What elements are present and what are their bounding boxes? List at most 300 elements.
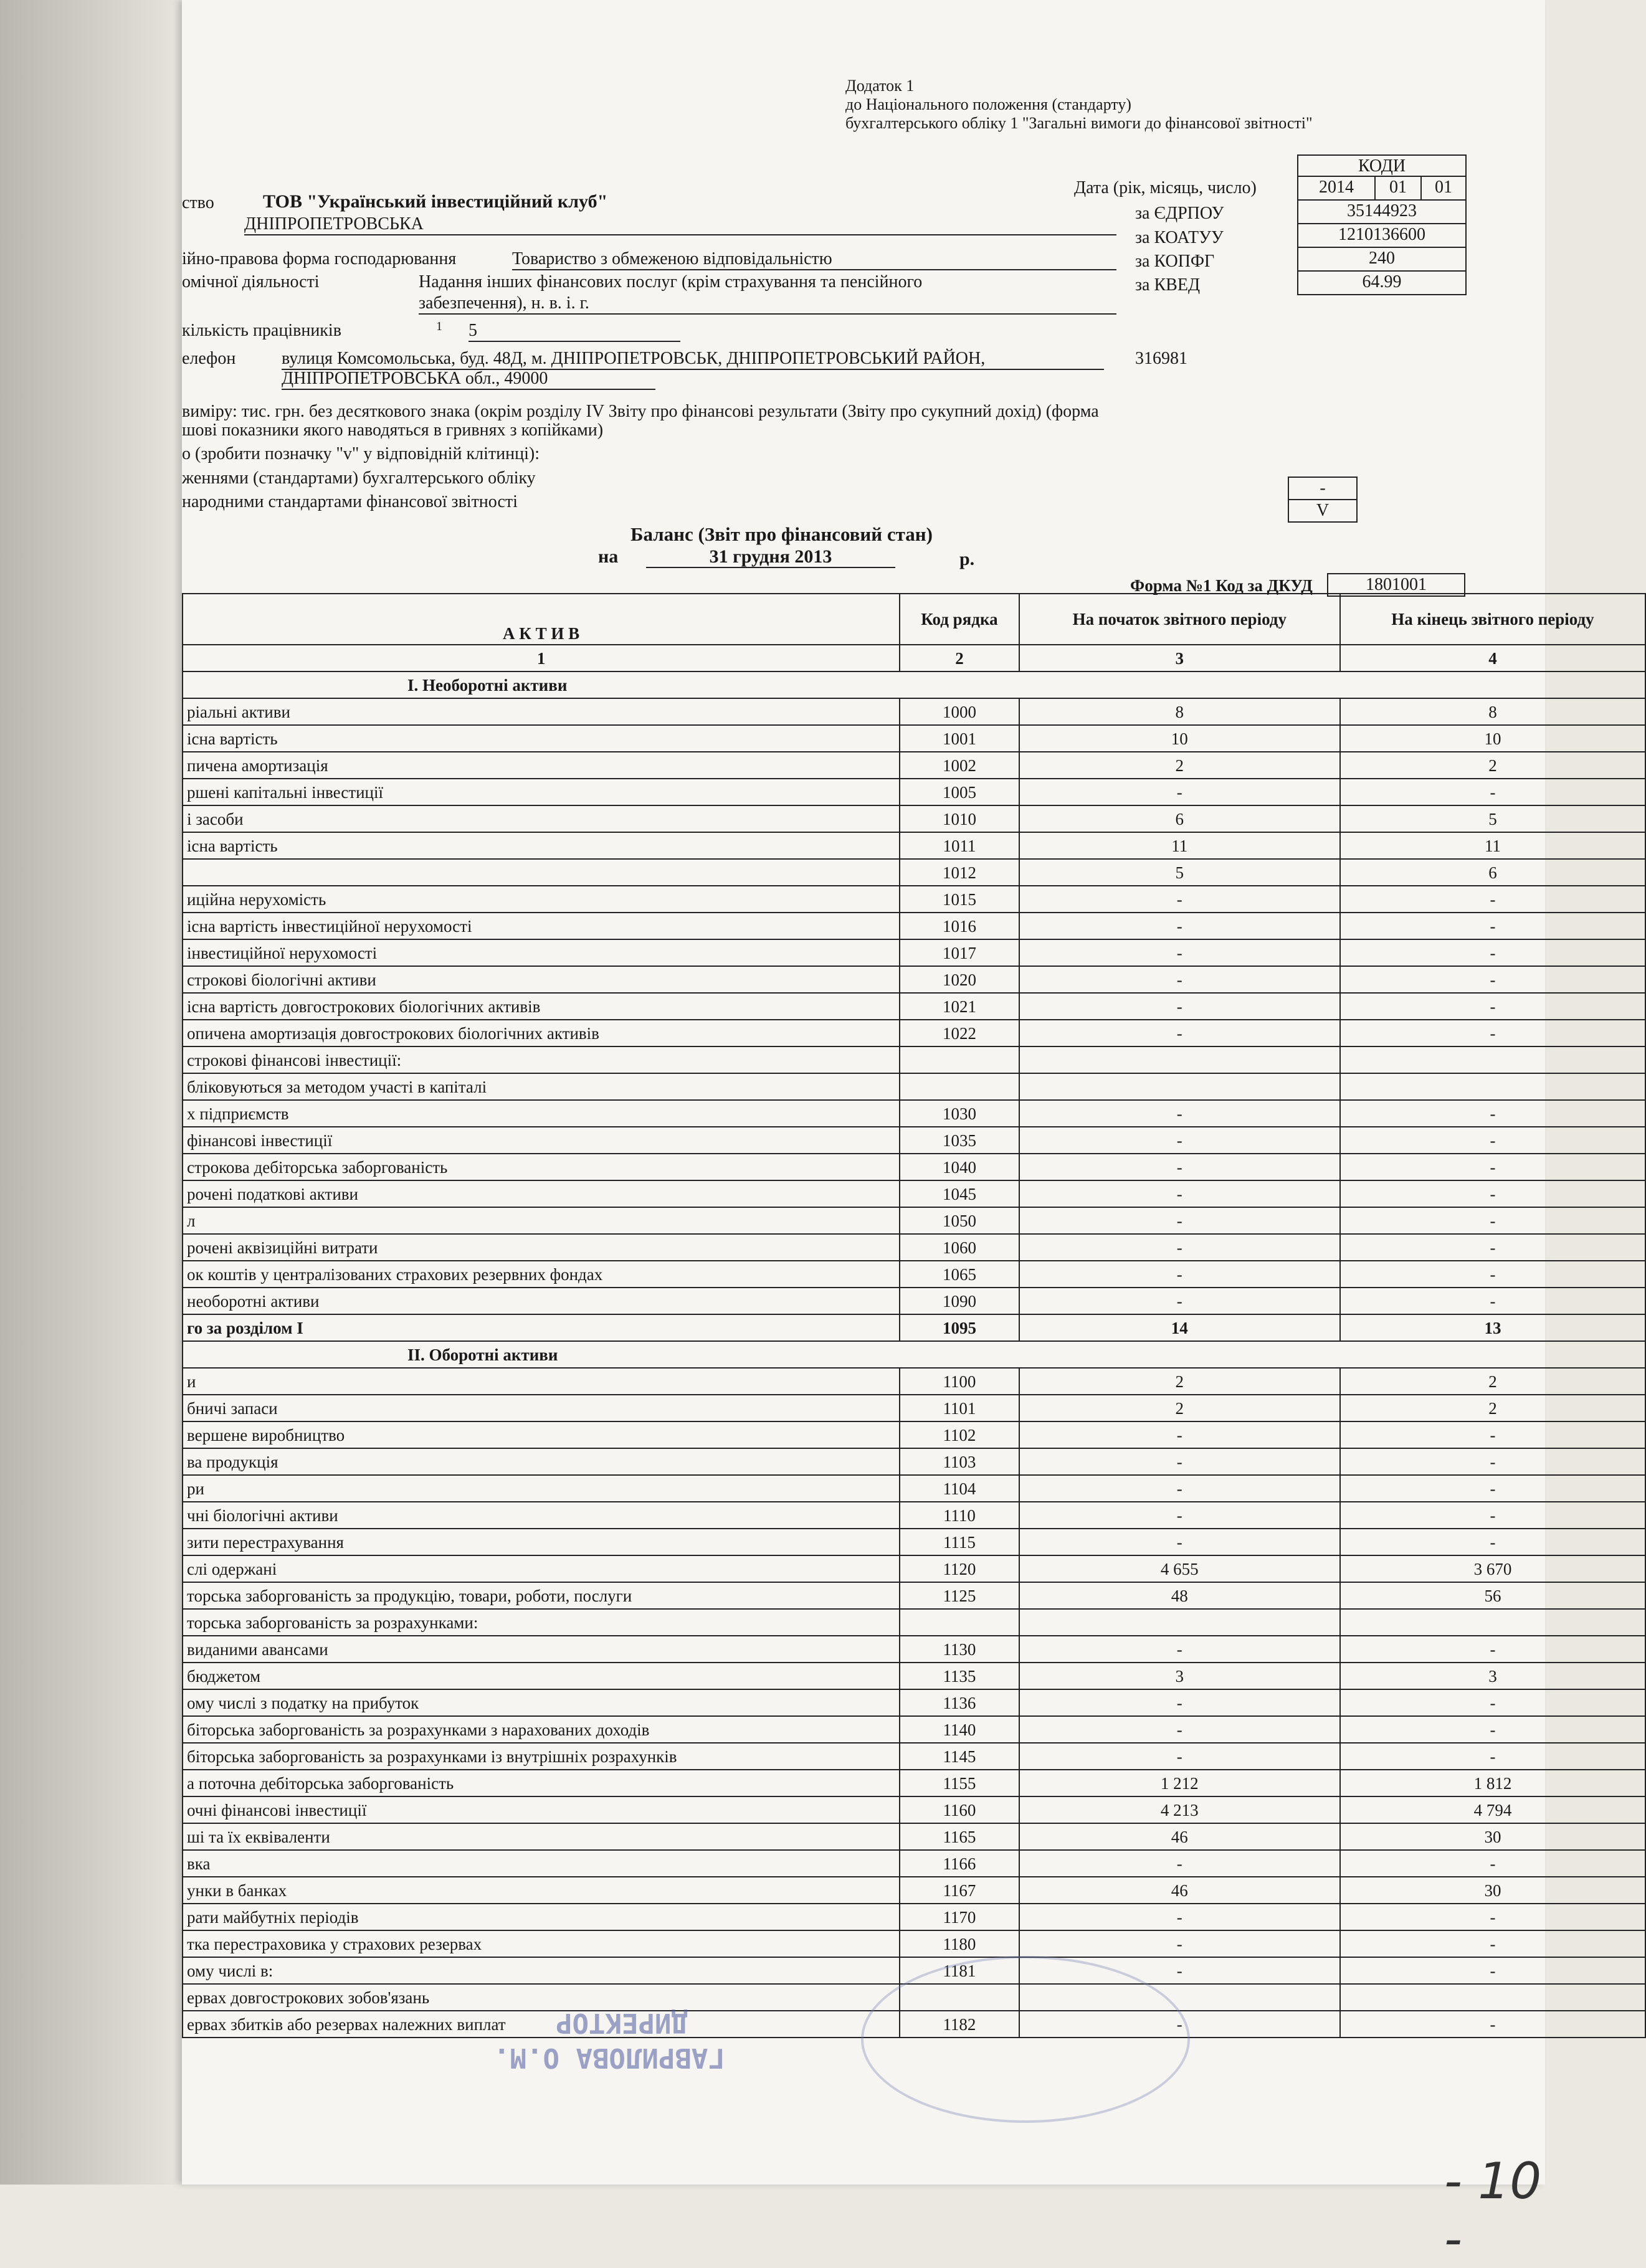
row-begin-value: - xyxy=(1019,779,1340,805)
appendix-line-2: до Національного положення (стандарту) xyxy=(845,95,1131,113)
row-end-value: - xyxy=(1340,1636,1645,1663)
row-end-value: - xyxy=(1340,1743,1645,1770)
row-begin-value: - xyxy=(1019,1261,1340,1288)
row-code: 1100 xyxy=(900,1368,1019,1395)
koatuu-label: за КОАТУУ xyxy=(1135,228,1224,247)
table-row xyxy=(183,1288,1645,1314)
table-row xyxy=(183,966,1645,993)
row-name: ршені капітальні інвестиції xyxy=(183,779,900,805)
row-end-value: 8 xyxy=(1340,698,1645,725)
table-row xyxy=(183,859,1645,886)
row-end-value: - xyxy=(1340,1529,1645,1555)
row-name: иційна нерухомість xyxy=(183,886,900,913)
activity-line-2: забезпечення), н. в. і. г. xyxy=(419,293,1116,315)
mark-instruction: о (зробити позначку "v" у відповідній клітинці): xyxy=(182,444,540,463)
row-begin-value: - xyxy=(1019,1127,1340,1154)
table-row xyxy=(183,1100,1645,1127)
legal-form-label: ійно-правова форма господарювання xyxy=(182,249,457,268)
row-end-value: 4 794 xyxy=(1340,1796,1645,1823)
row-name: бничі запаси xyxy=(183,1395,900,1421)
form-code-label: Форма №1 Код за ДКУД xyxy=(1130,576,1313,595)
row-end-value: 30 xyxy=(1340,1877,1645,1904)
row-end-value: 10 xyxy=(1340,725,1645,752)
row-code: 1002 xyxy=(900,752,1019,779)
row-code: 1010 xyxy=(900,805,1019,832)
row-code: 1103 xyxy=(900,1448,1019,1475)
row-code: 1125 xyxy=(900,1582,1019,1609)
row-begin-value: 46 xyxy=(1019,1877,1340,1904)
row-code: 1035 xyxy=(900,1127,1019,1154)
row-end-value: - xyxy=(1340,2011,1645,2038)
row-code: 1015 xyxy=(900,886,1019,913)
row-name: інвестиційної нерухомості xyxy=(183,939,900,966)
row-code: 1102 xyxy=(900,1421,1019,1448)
row-name: рати майбутніх періодів xyxy=(183,1904,900,1930)
activity-label: омічної діяльності xyxy=(182,272,320,292)
row-begin-value: 1 212 xyxy=(1019,1770,1340,1796)
row-code: 1095 xyxy=(900,1314,1019,1341)
report-title: Баланс (Звіт про фінансовий стан) xyxy=(630,523,933,545)
section-row xyxy=(183,1341,1645,1368)
appendix-line-1: Додаток 1 xyxy=(845,77,915,95)
row-end-value: - xyxy=(1340,1180,1645,1207)
row-begin-value: 2 xyxy=(1019,752,1340,779)
row-code: 1182 xyxy=(900,2011,1019,2038)
table-header-row xyxy=(183,594,1645,645)
row-code: 1115 xyxy=(900,1529,1019,1555)
table-row xyxy=(183,725,1645,752)
row-name: фінансові інвестиції xyxy=(183,1127,900,1154)
row-end-value: 2 xyxy=(1340,1395,1645,1421)
row-name: ому числі в: xyxy=(183,1957,900,1984)
kved-label: за КВЕД xyxy=(1135,275,1201,295)
table-row xyxy=(183,1502,1645,1529)
table-row xyxy=(183,1448,1645,1475)
row-begin-value: - xyxy=(1019,993,1340,1020)
balance-sheet-document xyxy=(182,0,1594,2268)
row-begin-value: - xyxy=(1019,1100,1340,1127)
row-name: ріальні активи xyxy=(183,698,900,725)
row-name: торська заборгованість за розрахунками: xyxy=(183,1609,900,1636)
row-begin-value: - xyxy=(1019,1154,1340,1180)
row-begin-value: 48 xyxy=(1019,1582,1340,1609)
row-begin-value: - xyxy=(1019,1207,1340,1234)
table-row xyxy=(183,752,1645,779)
units-note-1: виміру: тис. грн. без десяткового знака (окрім розділу IV Звіту про фінансові результати (Звіту про сукупний дохід) (форма xyxy=(182,402,1099,421)
table-row xyxy=(183,779,1645,805)
row-name: існа вартість інвестиційної нерухомості xyxy=(183,913,900,939)
row-end-value: - xyxy=(1340,1127,1645,1154)
row-code: 1170 xyxy=(900,1904,1019,1930)
row-end-value: 1 812 xyxy=(1340,1770,1645,1796)
row-name: и xyxy=(183,1368,900,1395)
table-row xyxy=(183,1904,1645,1930)
row-name: х підприємств xyxy=(183,1100,900,1127)
row-code: 1181 xyxy=(900,1957,1019,1984)
row-begin-value: 5 xyxy=(1019,859,1340,886)
row-name: строкова дебіторська заборгованість xyxy=(183,1154,900,1180)
codes-header: КОДИ xyxy=(1297,154,1467,177)
row-begin-value: - xyxy=(1019,1716,1340,1743)
table-row xyxy=(183,913,1645,939)
activity-line-1: Надання інших фінансових послуг (крім страхування та пенсійного xyxy=(419,272,923,292)
row-code: 1060 xyxy=(900,1234,1019,1261)
row-end-value: 30 xyxy=(1340,1823,1645,1850)
address-line-2: ДНІПРОПЕТРОВСЬКА обл., 49000 xyxy=(282,369,655,390)
row-code: 1017 xyxy=(900,939,1019,966)
row-name: ервах довгострокових зобов'язань xyxy=(183,1984,900,2011)
row-name: тка перестраховика у страхових резервах xyxy=(183,1930,900,1957)
row-code: 1012 xyxy=(900,859,1019,886)
row-end-value xyxy=(1340,1609,1645,1636)
row-name: вка xyxy=(183,1850,900,1877)
row-end-value: 56 xyxy=(1340,1582,1645,1609)
row-code: 1040 xyxy=(900,1154,1019,1180)
row-code: 1136 xyxy=(900,1689,1019,1716)
row-code: 1155 xyxy=(900,1770,1019,1796)
phone-label: елефон xyxy=(182,349,236,368)
table-row xyxy=(183,1823,1645,1850)
row-name: л xyxy=(183,1207,900,1234)
row-code: 1145 xyxy=(900,1743,1019,1770)
row-begin-value: 8 xyxy=(1019,698,1340,725)
balance-table xyxy=(182,593,1646,2038)
table-row xyxy=(183,1475,1645,1502)
header-code: Код рядка xyxy=(900,594,1019,645)
staff-label: кількість працівників xyxy=(182,321,341,340)
row-end-value: 11 xyxy=(1340,832,1645,859)
row-begin-value: - xyxy=(1019,1234,1340,1261)
row-end-value: 5 xyxy=(1340,805,1645,832)
row-name: очні фінансові інвестиції xyxy=(183,1796,900,1823)
table-row xyxy=(183,1743,1645,1770)
header-begin: На початок звітного періоду xyxy=(1019,594,1340,645)
table-row xyxy=(183,1395,1645,1421)
date-day: 01 xyxy=(1420,176,1467,201)
row-code: 1104 xyxy=(900,1475,1019,1502)
table-row xyxy=(183,805,1645,832)
row-begin-value: - xyxy=(1019,1180,1340,1207)
row-code: 1050 xyxy=(900,1207,1019,1234)
legal-form-value: Товариство з обмеженою відповідальністю xyxy=(512,249,1116,270)
row-end-value: - xyxy=(1340,939,1645,966)
company-seal xyxy=(861,1956,1190,2123)
row-code: 1011 xyxy=(900,832,1019,859)
row-begin-value: - xyxy=(1019,1957,1340,1984)
row-name: ок коштів у централізованих страхових резервних фондах xyxy=(183,1261,900,1288)
row-name: го за розділом І xyxy=(183,1314,900,1341)
table-row xyxy=(183,886,1645,913)
row-begin-value: 6 xyxy=(1019,805,1340,832)
koatuu-code: 1210136600 xyxy=(1297,223,1467,248)
row-end-value xyxy=(1340,1046,1645,1073)
row-code: 1167 xyxy=(900,1877,1019,1904)
row-name: ва продукція xyxy=(183,1448,900,1475)
table-row xyxy=(183,1368,1645,1395)
row-begin-value: - xyxy=(1019,1930,1340,1957)
row-end-value: - xyxy=(1340,1020,1645,1046)
row-name: ші та їх еквіваленти xyxy=(183,1823,900,1850)
table-row xyxy=(183,939,1645,966)
row-code: 1101 xyxy=(900,1395,1019,1421)
edrpou-code: 35144923 xyxy=(1297,199,1467,224)
row-end-value: 13 xyxy=(1340,1314,1645,1341)
row-begin-value: - xyxy=(1019,1689,1340,1716)
row-begin-value: - xyxy=(1019,1475,1340,1502)
row-end-value: - xyxy=(1340,1154,1645,1180)
row-name: чні біологічні активи xyxy=(183,1502,900,1529)
row-begin-value: - xyxy=(1019,1421,1340,1448)
row-name: торська заборгованість за продукцію, товари, роботи, послуги xyxy=(183,1582,900,1609)
option-ifrs: народними стандартами фінансової звітності xyxy=(182,492,518,511)
staff-count: 5 xyxy=(469,321,680,342)
row-name: строкові біологічні активи xyxy=(183,966,900,993)
option-national-standards: женнями (стандартами) бухгалтерського обліку xyxy=(182,468,536,488)
director-stamp-line: ДИРЕКТОР xyxy=(556,2007,688,2039)
page-number: - 10 - xyxy=(1444,2152,1542,2268)
row-name: бюджетом xyxy=(183,1663,900,1689)
address-line-1: вулиця Комсомольська, буд. 48Д, м. ДНІПРОПЕТРОВСЬК, ДНІПРОПЕТРОВСЬКИЙ РАЙОН, xyxy=(282,349,1104,370)
kopfg-label: за КОПФГ xyxy=(1135,252,1215,271)
row-end-value: 3 xyxy=(1340,1663,1645,1689)
row-end-value: - xyxy=(1340,1261,1645,1288)
row-end-value xyxy=(1340,1984,1645,2011)
row-end-value: 6 xyxy=(1340,859,1645,886)
row-begin-value: - xyxy=(1019,1904,1340,1930)
row-begin-value: 14 xyxy=(1019,1314,1340,1341)
row-code: 1016 xyxy=(900,913,1019,939)
row-name: ому числі з податку на прибуток xyxy=(183,1689,900,1716)
row-code: 1110 xyxy=(900,1502,1019,1529)
row-code: 1021 xyxy=(900,993,1019,1020)
colnum-2: 2 xyxy=(900,645,1019,671)
row-begin-value: - xyxy=(1019,939,1340,966)
row-code xyxy=(900,1073,1019,1100)
date-label: Дата (рік, місяць, число) xyxy=(1074,178,1257,197)
row-code: 1166 xyxy=(900,1850,1019,1877)
row-begin-value xyxy=(1019,1609,1340,1636)
table-row xyxy=(183,1020,1645,1046)
appendix-line-3: бухгалтерського обліку 1 "Загальні вимоги до фінансової звітності" xyxy=(845,114,1313,132)
staff-mark: 1 xyxy=(436,320,442,333)
row-begin-value: - xyxy=(1019,1850,1340,1877)
table-row xyxy=(183,1127,1645,1154)
date-month: 01 xyxy=(1374,176,1422,201)
table-row xyxy=(183,1796,1645,1823)
row-end-value xyxy=(1340,1073,1645,1100)
table-row xyxy=(183,698,1645,725)
kopfg-code: 240 xyxy=(1297,247,1467,272)
row-code: 1140 xyxy=(900,1716,1019,1743)
row-begin-value xyxy=(1019,1046,1340,1073)
table-row xyxy=(183,1770,1645,1796)
table-row xyxy=(183,1877,1645,1904)
row-begin-value: - xyxy=(1019,1529,1340,1555)
kved-code: 64.99 xyxy=(1297,270,1467,295)
row-end-value: - xyxy=(1340,779,1645,805)
table-row xyxy=(183,1663,1645,1689)
row-begin-value: 2 xyxy=(1019,1368,1340,1395)
row-code: 1020 xyxy=(900,966,1019,993)
row-end-value: 3 670 xyxy=(1340,1555,1645,1582)
row-end-value: - xyxy=(1340,1234,1645,1261)
row-name: і засоби xyxy=(183,805,900,832)
row-end-value: - xyxy=(1340,1448,1645,1475)
row-begin-value: 4 655 xyxy=(1019,1555,1340,1582)
row-begin-value: - xyxy=(1019,913,1340,939)
table-row xyxy=(183,832,1645,859)
header-end: На кінець звітного періоду xyxy=(1340,594,1645,645)
row-begin-value: - xyxy=(1019,2011,1340,2038)
row-name xyxy=(183,859,900,886)
row-name: біторська заборгованість за розрахунками з нарахованих доходів xyxy=(183,1716,900,1743)
row-code xyxy=(900,1046,1019,1073)
row-name: опичена амортизація довгострокових біологічних активів xyxy=(183,1020,900,1046)
row-end-value: - xyxy=(1340,966,1645,993)
row-code: 1165 xyxy=(900,1823,1019,1850)
phone-value: 316981 xyxy=(1135,349,1187,368)
row-begin-value: - xyxy=(1019,1448,1340,1475)
form-code: 1801001 xyxy=(1327,573,1465,597)
row-begin-value: 2 xyxy=(1019,1395,1340,1421)
row-begin-value: 46 xyxy=(1019,1823,1340,1850)
row-name: а поточна дебіторська заборгованість xyxy=(183,1770,900,1796)
row-name: рочені податкові активи xyxy=(183,1180,900,1207)
territory-value: ДНІПРОПЕТРОВСЬКА xyxy=(244,214,1116,235)
row-end-value: - xyxy=(1340,1288,1645,1314)
table-row xyxy=(183,1636,1645,1663)
table-row xyxy=(183,1716,1645,1743)
row-end-value: - xyxy=(1340,1850,1645,1877)
row-begin-value: 4 213 xyxy=(1019,1796,1340,1823)
balance-rows xyxy=(183,671,1645,2038)
row-begin-value: - xyxy=(1019,1743,1340,1770)
row-name: виданими авансами xyxy=(183,1636,900,1663)
row-name: пичена амортизація xyxy=(183,752,900,779)
column-number-row xyxy=(183,645,1645,671)
row-begin-value: 11 xyxy=(1019,832,1340,859)
row-code: 1090 xyxy=(900,1288,1019,1314)
report-year-suffix: р. xyxy=(959,549,975,569)
table-row xyxy=(183,1850,1645,1877)
colnum-3: 3 xyxy=(1019,645,1340,671)
row-name: рочені аквізиційні витрати xyxy=(183,1234,900,1261)
row-name: існа вартість довгострокових біологічних активів xyxy=(183,993,900,1020)
row-name: слі одержані xyxy=(183,1555,900,1582)
row-begin-value: 3 xyxy=(1019,1663,1340,1689)
row-end-value: - xyxy=(1340,1100,1645,1127)
total-row xyxy=(183,1314,1645,1341)
row-end-value: 2 xyxy=(1340,1368,1645,1395)
row-code: 1130 xyxy=(900,1636,1019,1663)
row-end-value: - xyxy=(1340,913,1645,939)
colnum-4: 4 xyxy=(1340,645,1645,671)
row-begin-value xyxy=(1019,1073,1340,1100)
option-national-standards-mark: - xyxy=(1288,477,1358,500)
row-name: існа вартість xyxy=(183,832,900,859)
row-code: 1000 xyxy=(900,698,1019,725)
date-year: 2014 xyxy=(1297,176,1376,201)
row-end-value: - xyxy=(1340,993,1645,1020)
units-note-2: шові показники якого наводяться в гривнях з копійками) xyxy=(182,420,604,440)
row-code: 1022 xyxy=(900,1020,1019,1046)
row-end-value: - xyxy=(1340,1421,1645,1448)
row-end-value: - xyxy=(1340,886,1645,913)
row-name: ервах збитків або резервах належних виплат xyxy=(183,2011,900,2038)
section-title: І. Необоротні активи xyxy=(183,671,1645,698)
edrpou-label: за ЄДРПОУ xyxy=(1135,204,1224,223)
row-code: 1180 xyxy=(900,1930,1019,1957)
table-row xyxy=(183,1046,1645,1073)
row-name: бліковуються за методом участі в капіталі xyxy=(183,1073,900,1100)
row-name: зити перестрахування xyxy=(183,1529,900,1555)
report-on: на xyxy=(598,546,619,567)
row-code: 1065 xyxy=(900,1261,1019,1288)
company-name: ТОВ "Український інвестиційний клуб" xyxy=(263,191,608,212)
row-begin-value: - xyxy=(1019,1288,1340,1314)
row-name: строкові фінансові інвестиції: xyxy=(183,1046,900,1073)
section-title: ІІ. Оборотні активи xyxy=(183,1341,1645,1368)
row-name: біторська заборгованість за розрахунками із внутрішніх розрахунків xyxy=(183,1743,900,1770)
row-end-value: - xyxy=(1340,1502,1645,1529)
row-begin-value: - xyxy=(1019,1020,1340,1046)
section-row xyxy=(183,671,1645,698)
director-name-stamp: ГАВРИЛОВА О.М. xyxy=(493,2042,725,2074)
row-end-value: - xyxy=(1340,1716,1645,1743)
row-end-value: - xyxy=(1340,1689,1645,1716)
option-ifrs-mark: V xyxy=(1288,499,1358,523)
table-row xyxy=(183,1073,1645,1100)
report-date: 31 грудня 2013 xyxy=(646,547,895,568)
row-name: вершене виробництво xyxy=(183,1421,900,1448)
row-code: 1001 xyxy=(900,725,1019,752)
table-row xyxy=(183,1261,1645,1288)
row-begin-value: - xyxy=(1019,886,1340,913)
row-code xyxy=(900,1609,1019,1636)
row-begin-value: 10 xyxy=(1019,725,1340,752)
enterprise-label: ство xyxy=(182,193,214,212)
row-code: 1045 xyxy=(900,1180,1019,1207)
table-row xyxy=(183,1154,1645,1180)
row-end-value: - xyxy=(1340,1904,1645,1930)
table-row xyxy=(183,1930,1645,1957)
row-begin-value: - xyxy=(1019,966,1340,993)
row-name: необоротні активи xyxy=(183,1288,900,1314)
table-row xyxy=(183,1421,1645,1448)
colnum-1: 1 xyxy=(183,645,900,671)
adjacent-page-edge xyxy=(0,0,187,2185)
row-code: 1135 xyxy=(900,1663,1019,1689)
row-begin-value: - xyxy=(1019,1502,1340,1529)
row-begin-value: - xyxy=(1019,1636,1340,1663)
row-code: 1030 xyxy=(900,1100,1019,1127)
table-row xyxy=(183,1582,1645,1609)
table-row xyxy=(183,1689,1645,1716)
row-name: існа вартість xyxy=(183,725,900,752)
row-end-value: 2 xyxy=(1340,752,1645,779)
row-code: 1005 xyxy=(900,779,1019,805)
table-row xyxy=(183,1207,1645,1234)
row-code: 1120 xyxy=(900,1555,1019,1582)
table-row xyxy=(183,1234,1645,1261)
row-end-value: - xyxy=(1340,1475,1645,1502)
header-asset: А К Т И В xyxy=(183,594,900,645)
table-row xyxy=(183,1609,1645,1636)
table-row xyxy=(183,1529,1645,1555)
table-row xyxy=(183,1555,1645,1582)
row-end-value: - xyxy=(1340,1930,1645,1957)
table-row xyxy=(183,1180,1645,1207)
